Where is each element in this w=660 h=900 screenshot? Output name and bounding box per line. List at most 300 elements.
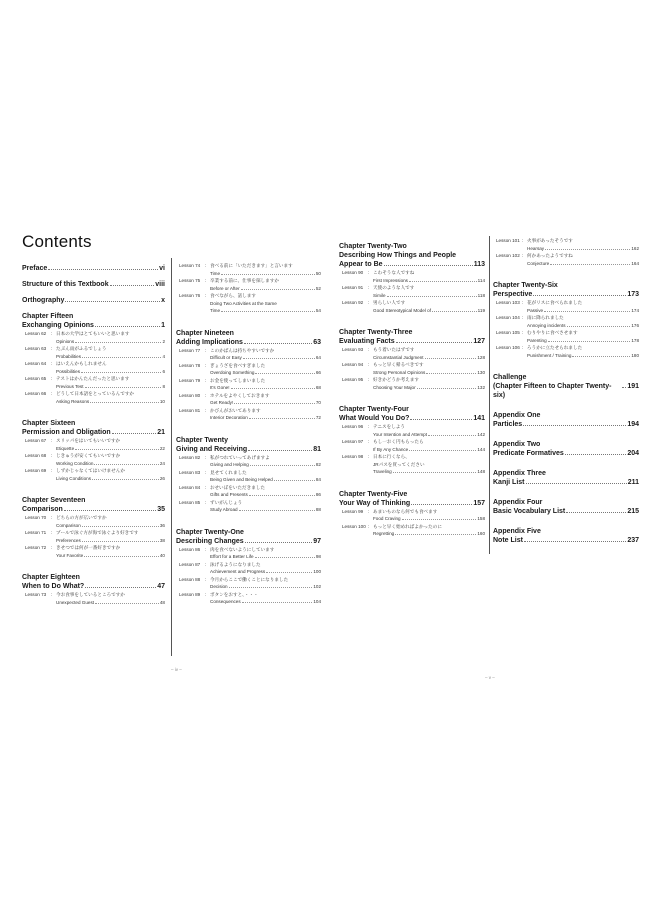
colon: : — [522, 330, 524, 335]
dot-leader — [241, 289, 315, 290]
lesson-entry[interactable] — [176, 347, 321, 362]
lesson-en-title: Study Abroad — [210, 507, 238, 512]
page-number: 35 — [157, 506, 165, 513]
chapter-title-row[interactable] — [339, 414, 485, 423]
page-number: 162 — [631, 245, 639, 251]
chapter-eighteen — [22, 573, 165, 606]
toc-entry-preface[interactable] — [22, 264, 165, 273]
page-number: 141 — [473, 415, 485, 422]
dot-leader — [526, 483, 627, 484]
lesson-en-title: Good Stereotypical Model of — [373, 307, 431, 313]
section-title-row[interactable] — [493, 536, 639, 545]
dot-leader — [221, 311, 315, 312]
lesson-number: Lesson 86 — [179, 546, 201, 552]
dot-leader — [84, 556, 159, 557]
lesson-entry[interactable] — [22, 330, 165, 345]
dot-leader — [48, 269, 158, 270]
lesson-en-title: Choosing Your Major — [373, 384, 416, 390]
dot-leader — [523, 425, 626, 426]
chapter-twenty-six — [493, 281, 639, 359]
chapter-label: Chapter Twenty-Four — [339, 406, 409, 413]
lesson-en-title: Overdoing Something — [210, 370, 255, 375]
colon: : — [51, 515, 53, 520]
page-number: 70 — [315, 400, 321, 405]
dot-leader — [85, 587, 156, 588]
dot-leader — [95, 603, 159, 604]
chapter-title-row[interactable] — [176, 537, 321, 546]
lesson-jp-title: おせいぼをいただきました — [210, 484, 265, 490]
page-number: 119 — [477, 307, 485, 313]
page-number: x — [161, 297, 165, 304]
page-number: vi — [159, 265, 165, 272]
lesson-jp-title: 日本に行くなら、 — [373, 454, 410, 459]
chapter-nineteen — [176, 329, 321, 422]
dot-leader — [243, 358, 315, 359]
lesson-en-title: If By Any Chance — [373, 446, 409, 452]
lesson-jp-title: 好きかどうか考えます — [373, 377, 419, 382]
page-number: viii — [155, 281, 165, 288]
lesson-entry[interactable] — [22, 437, 165, 452]
page-number: 6 — [162, 368, 165, 374]
chapter-title: Permission and Obligation — [22, 429, 111, 436]
chapter-twenty-five — [339, 490, 485, 538]
lesson-entry[interactable] — [493, 299, 639, 314]
lesson-en-title: Unexpected Guest — [56, 599, 95, 605]
lesson-number: Lesson 89 — [179, 591, 201, 597]
column-divider — [489, 236, 490, 554]
page-number: 127 — [473, 338, 485, 345]
page-number: 211 — [627, 479, 639, 486]
section-label: Appendix One — [493, 412, 541, 419]
chapter-title-row[interactable] — [493, 290, 639, 299]
colon: : — [368, 270, 370, 275]
lesson-entry[interactable] — [176, 484, 321, 499]
chapter-title: Exchanging Opinions — [22, 322, 94, 329]
dot-leader — [565, 454, 627, 455]
lesson-entry[interactable] — [22, 452, 165, 467]
lesson-en-title: Simile — [373, 292, 386, 298]
lesson-entry[interactable] — [176, 362, 321, 377]
chapter-twenty-four — [339, 405, 485, 476]
lesson-number: Lesson 84 — [179, 484, 201, 490]
lesson-jp-title: このかばんは持ちやすいですか — [210, 347, 275, 353]
colon: : — [51, 346, 53, 351]
lesson-jp-title: 火事があったそうです — [527, 238, 573, 243]
colon: : — [368, 424, 370, 429]
chapter-title-row[interactable] — [22, 582, 165, 591]
lesson-jp-title: きせつでは何が一番好きですか — [56, 545, 121, 550]
section-title-row[interactable] — [493, 420, 639, 429]
lesson-number: Lesson 79 — [179, 377, 201, 383]
lesson-entry[interactable] — [493, 237, 639, 252]
lesson-en-title: Traveling — [373, 469, 392, 474]
colon: : — [205, 263, 207, 268]
lesson-number: Lesson 92 — [342, 300, 364, 305]
lesson-entry[interactable] — [176, 469, 321, 484]
dot-leader — [112, 433, 157, 434]
lesson-number: Lesson 66 — [25, 391, 47, 396]
dot-leader — [242, 602, 313, 603]
dot-leader — [75, 342, 161, 343]
colon: : — [205, 469, 207, 475]
lesson-number: Lesson 96 — [342, 424, 364, 429]
colon: : — [205, 347, 207, 353]
chapter-title: Adding Implications — [176, 338, 243, 346]
dot-leader — [85, 387, 162, 388]
lesson-jp-title: どちらの方が広いですか — [56, 515, 107, 520]
dot-leader — [244, 343, 312, 344]
entry-title: Orthography — [22, 297, 65, 304]
lesson-entry[interactable] — [22, 529, 165, 544]
lesson-number: Lesson 73 — [25, 592, 47, 597]
lesson-en-title: Consequences — [210, 599, 241, 604]
colon: : — [522, 253, 524, 258]
chapter-title-row[interactable] — [176, 338, 321, 347]
lesson-jp-title: 男らしい人です — [373, 300, 406, 305]
colon: : — [205, 278, 207, 283]
page-number: 72 — [315, 415, 321, 420]
lesson-entry[interactable] — [339, 361, 485, 376]
lesson-number: Lesson 65 — [25, 376, 47, 381]
page-number: 180 — [631, 352, 639, 358]
lesson-jp-title: 肉を食べないようにしています — [210, 546, 275, 552]
lesson-en-title: Gifts and Presents — [210, 492, 248, 497]
section-label: Appendix Two — [493, 441, 541, 448]
dot-leader — [90, 402, 159, 403]
lesson-number: Lesson 97 — [342, 439, 364, 444]
dot-leader — [524, 541, 626, 542]
dot-leader — [250, 465, 315, 466]
lesson-en-title: Conjecture — [527, 260, 550, 266]
page-number: 130 — [477, 369, 485, 375]
dot-leader — [75, 449, 159, 450]
chapter-fifteen — [22, 312, 165, 405]
lesson-entry[interactable] — [22, 360, 165, 375]
chapter-title-row[interactable] — [22, 428, 165, 437]
lesson-jp-title: 食べる前に「いただきます」と言います — [210, 263, 293, 268]
challenge-section — [493, 373, 639, 400]
dot-leader — [95, 326, 160, 327]
lesson-en-title: First Impressions — [373, 277, 408, 283]
colon: : — [51, 376, 53, 381]
lesson-entry[interactable] — [493, 314, 639, 329]
chapter-label: Chapter Nineteen — [176, 329, 234, 337]
lesson-number: Lesson 106 — [496, 345, 520, 350]
lesson-jp-title: じきゅうが安くてもいいですか — [56, 453, 121, 458]
lesson-en-title: Your Favorite — [56, 552, 84, 558]
lesson-en-title: Passive — [527, 307, 544, 313]
dot-leader — [82, 541, 159, 542]
lesson-number: Lesson 102 — [496, 253, 520, 258]
dot-leader — [426, 373, 476, 374]
lesson-number: Lesson 95 — [342, 377, 364, 382]
lesson-number: Lesson 105 — [496, 330, 520, 335]
colon: : — [205, 454, 207, 460]
chapter-title-row[interactable] — [339, 499, 485, 508]
dot-leader — [566, 512, 626, 513]
dot-leader — [550, 264, 630, 265]
lesson-entry[interactable] — [176, 407, 321, 422]
lesson-jp-title: 花がリスに食べられました — [527, 300, 583, 305]
dot-leader — [395, 534, 476, 535]
page-number: 66 — [315, 370, 321, 375]
lesson-number: Lesson 75 — [179, 278, 201, 283]
page-number: 1 — [161, 322, 165, 329]
dot-leader — [548, 341, 631, 342]
dot-leader — [384, 265, 473, 266]
dot-leader — [266, 572, 312, 573]
dot-leader — [572, 356, 630, 357]
lesson-en-title: Comparison — [56, 522, 81, 528]
appendix-three — [493, 469, 639, 487]
chapter-seventeen — [22, 496, 165, 559]
colon: : — [205, 546, 207, 552]
section-title-row[interactable] — [493, 382, 639, 400]
lesson-entry[interactable] — [339, 269, 485, 284]
page-number: 174 — [631, 307, 639, 313]
chapter-title-row[interactable] — [176, 445, 321, 454]
colon: : — [51, 592, 53, 597]
lesson-entry[interactable] — [493, 329, 639, 344]
page-number: 118 — [477, 292, 485, 298]
toc-entry-orthography[interactable] — [22, 296, 165, 305]
page-number: 164 — [631, 260, 639, 266]
page-number: 38 — [159, 537, 165, 543]
lesson-en-title: Opinions — [56, 338, 75, 344]
chapter-title-line1: Describing How Things and People — [339, 252, 457, 259]
lesson-entry[interactable] — [339, 299, 485, 314]
lesson-jp-title: 天使のような人です — [373, 285, 415, 290]
lesson-en-title: Interior Decoration — [210, 415, 248, 420]
colon: : — [368, 285, 370, 290]
chapter-title-row[interactable] — [339, 260, 485, 269]
lesson-entry[interactable] — [22, 591, 165, 606]
lesson-jp-title: スリッパをはいてもいいですか — [56, 438, 121, 443]
page-number: 160 — [477, 531, 485, 536]
lesson-entry[interactable] — [339, 438, 485, 453]
lesson-en-title: Giving and Helping — [210, 462, 249, 467]
page-title: Contents — [22, 232, 92, 251]
lesson-entry[interactable] — [176, 561, 321, 576]
colon: : — [51, 545, 53, 550]
appendix-five — [493, 527, 639, 545]
lesson-entry[interactable] — [22, 514, 165, 529]
colon: : — [522, 315, 524, 320]
lesson-number: Lesson 93 — [342, 347, 364, 352]
lesson-en-title: Hearsay — [527, 245, 545, 251]
chapter-title-row[interactable] — [22, 505, 165, 514]
lesson-entry[interactable] — [176, 277, 321, 292]
lesson-jp-title: テニスをしよう — [373, 424, 405, 429]
section-title-row[interactable] — [493, 478, 639, 487]
dot-leader — [245, 542, 313, 543]
lesson-en-title-cont: Time — [210, 308, 221, 313]
colon: : — [51, 391, 53, 396]
lesson-entry[interactable] — [339, 346, 485, 361]
page-number: 114 — [477, 277, 485, 283]
chapter-title-row[interactable] — [339, 337, 485, 346]
page-number: 191 — [627, 383, 639, 390]
colon: : — [368, 347, 370, 352]
section-label: Appendix Four — [493, 499, 543, 506]
lesson-jp-title: プールで泳ぐ方が海で泳ぐより好きです — [56, 530, 139, 535]
colon: : — [368, 508, 370, 514]
lesson-entry[interactable] — [176, 546, 321, 561]
dot-leader — [544, 311, 630, 312]
lesson-jp-title: 食べながら、話します — [210, 293, 256, 298]
page-number: 50 — [315, 270, 321, 276]
dot-leader — [393, 472, 477, 473]
section-label: Appendix Three — [493, 470, 546, 477]
lesson-en-title: Working Condition — [56, 460, 94, 466]
lesson-entry[interactable] — [493, 252, 639, 267]
lesson-entry[interactable] — [339, 284, 485, 299]
section-title: Basic Vocabulary List — [493, 508, 566, 515]
lesson-jp-title: ホテルをよやくしておきます — [210, 392, 270, 398]
lesson-en-title: Being Given and Being Helped — [210, 477, 273, 482]
lesson-entry[interactable] — [176, 499, 321, 514]
lesson-entry[interactable] — [22, 390, 165, 405]
lesson-entry[interactable] — [176, 292, 321, 315]
lesson-number: Lesson 83 — [179, 469, 201, 475]
lesson-jp-title: 今月からここで働くことになりました — [210, 576, 289, 582]
lesson-number: Lesson 100 — [342, 523, 366, 529]
section-title: Note List — [493, 537, 523, 544]
page-folio-right: – v – — [485, 675, 495, 680]
lesson-jp-title: 見せてくれました — [210, 469, 247, 475]
section-title: Particles — [493, 421, 523, 428]
page-number: 22 — [159, 445, 165, 451]
lesson-entry[interactable] — [22, 345, 165, 360]
column-divider — [171, 258, 172, 656]
dot-leader — [249, 418, 315, 419]
lesson-jp-title: 雨に降られました — [527, 315, 564, 320]
lesson-entry[interactable] — [176, 591, 321, 606]
chapter-label: Chapter Seventeen — [22, 497, 86, 504]
dot-leader — [229, 587, 313, 588]
lesson-entry[interactable] — [22, 544, 165, 559]
page-number: 4 — [162, 353, 165, 359]
dot-leader — [417, 388, 477, 389]
chapter-label: Chapter Twenty-One — [176, 528, 244, 536]
lesson-entry[interactable] — [493, 344, 639, 359]
lesson-entry[interactable] — [22, 375, 165, 390]
lesson-jp-title: もう着いたはずです — [373, 347, 415, 352]
lesson-jp-title: 卒業する前に、仕事を探しますか — [210, 278, 279, 283]
lesson-entry[interactable] — [176, 576, 321, 591]
lesson-number: Lesson 76 — [179, 293, 201, 298]
colon: : — [522, 238, 524, 243]
lesson-en-title: Preferences — [56, 537, 81, 543]
lesson-entry[interactable] — [176, 454, 321, 469]
page-number: 144 — [477, 446, 485, 452]
chapter-label: Chapter Eighteen — [22, 574, 80, 581]
page-number: 2 — [162, 338, 165, 344]
lesson-jp-title: お金を使ってしまいました — [210, 377, 266, 383]
lesson-jp-title: 日本の大学はとてもいいと思います — [56, 331, 130, 336]
lesson-entry[interactable] — [339, 508, 485, 523]
dot-leader — [533, 295, 626, 296]
page-number: 158 — [477, 516, 485, 521]
lesson-entry[interactable] — [176, 392, 321, 407]
toc-column-3 — [339, 237, 485, 538]
entry-title: Preface — [22, 265, 48, 272]
lesson-jp-title: ろうかに立たせられました — [527, 345, 583, 350]
chapter-label: Chapter Twenty-Two — [339, 243, 407, 250]
lesson-en-title: Regretting — [373, 531, 395, 536]
chapter-title-row[interactable] — [22, 321, 165, 330]
chapter-title: Giving and Receiving — [176, 445, 248, 453]
lesson-en-title: It's Gone! — [210, 385, 230, 390]
chapter-label: Chapter Twenty-Three — [339, 329, 413, 336]
lesson-jp-title: 何かあったようですね — [527, 253, 573, 258]
lesson-number: Lesson 74 — [179, 263, 201, 268]
lesson-en-title: Parenting — [527, 337, 547, 343]
lesson-number: Lesson 64 — [25, 361, 47, 366]
colon: : — [205, 362, 207, 368]
lesson-entry[interactable] — [339, 453, 485, 476]
lesson-entry[interactable] — [176, 377, 321, 392]
dot-leader — [396, 342, 473, 343]
page-number: 148 — [477, 469, 485, 474]
lesson-en-title: Circumstantial Judgment — [373, 354, 424, 360]
section-title-row[interactable] — [493, 449, 639, 458]
colon: : — [205, 392, 207, 398]
page-number: 204 — [627, 450, 639, 457]
lesson-number: Lesson 78 — [179, 362, 201, 368]
chapter-title: Your Way of Thinking — [339, 499, 411, 507]
toc-entry-structure[interactable] — [22, 280, 165, 289]
lesson-entry[interactable] — [339, 523, 485, 538]
lesson-entry[interactable] — [339, 376, 485, 391]
chapter-twenty-three — [339, 328, 485, 391]
chapter-label: Chapter Fifteen — [22, 313, 74, 320]
page-number: 63 — [313, 338, 321, 346]
lesson-en-title: Before or After — [210, 285, 240, 291]
page-number: 8 — [162, 383, 165, 389]
lesson-number: Lesson 88 — [179, 576, 201, 582]
lesson-jp-title: ボタンをおすと、・・・ — [210, 591, 259, 597]
appendix-one — [493, 411, 639, 429]
page-number: 86 — [315, 492, 321, 497]
dot-leader — [432, 311, 477, 312]
dot-leader — [231, 388, 315, 389]
lesson-entry[interactable] — [176, 262, 321, 277]
colon: : — [522, 300, 524, 305]
lesson-entry[interactable] — [22, 467, 165, 482]
lesson-jp-title: もし一おく円もらったら — [373, 439, 424, 444]
dot-leader — [82, 357, 161, 358]
page-number: 194 — [627, 421, 639, 428]
colon: : — [205, 484, 207, 490]
chapter-title: Describing Changes — [176, 537, 244, 545]
lesson-jp-title: こわそうな人ですね — [373, 270, 415, 275]
lesson-number: Lesson 103 — [496, 300, 520, 305]
dot-leader — [65, 301, 160, 302]
lesson-entry[interactable] — [339, 423, 485, 438]
page-number: 98 — [315, 554, 321, 559]
page-number: 132 — [477, 384, 485, 390]
lesson-number: Lesson 77 — [179, 347, 201, 353]
dot-leader — [92, 479, 159, 480]
section-title-row[interactable] — [493, 507, 639, 516]
chapter-title: Comparison — [22, 506, 63, 513]
lesson-jp-title: もっと早く始めればよかったのに — [373, 523, 442, 529]
lesson-number: Lesson 69 — [25, 468, 47, 473]
toc-column-4 — [493, 237, 639, 545]
page-number: 100 — [313, 569, 321, 574]
lesson-en-title: Possibilities — [56, 368, 80, 374]
